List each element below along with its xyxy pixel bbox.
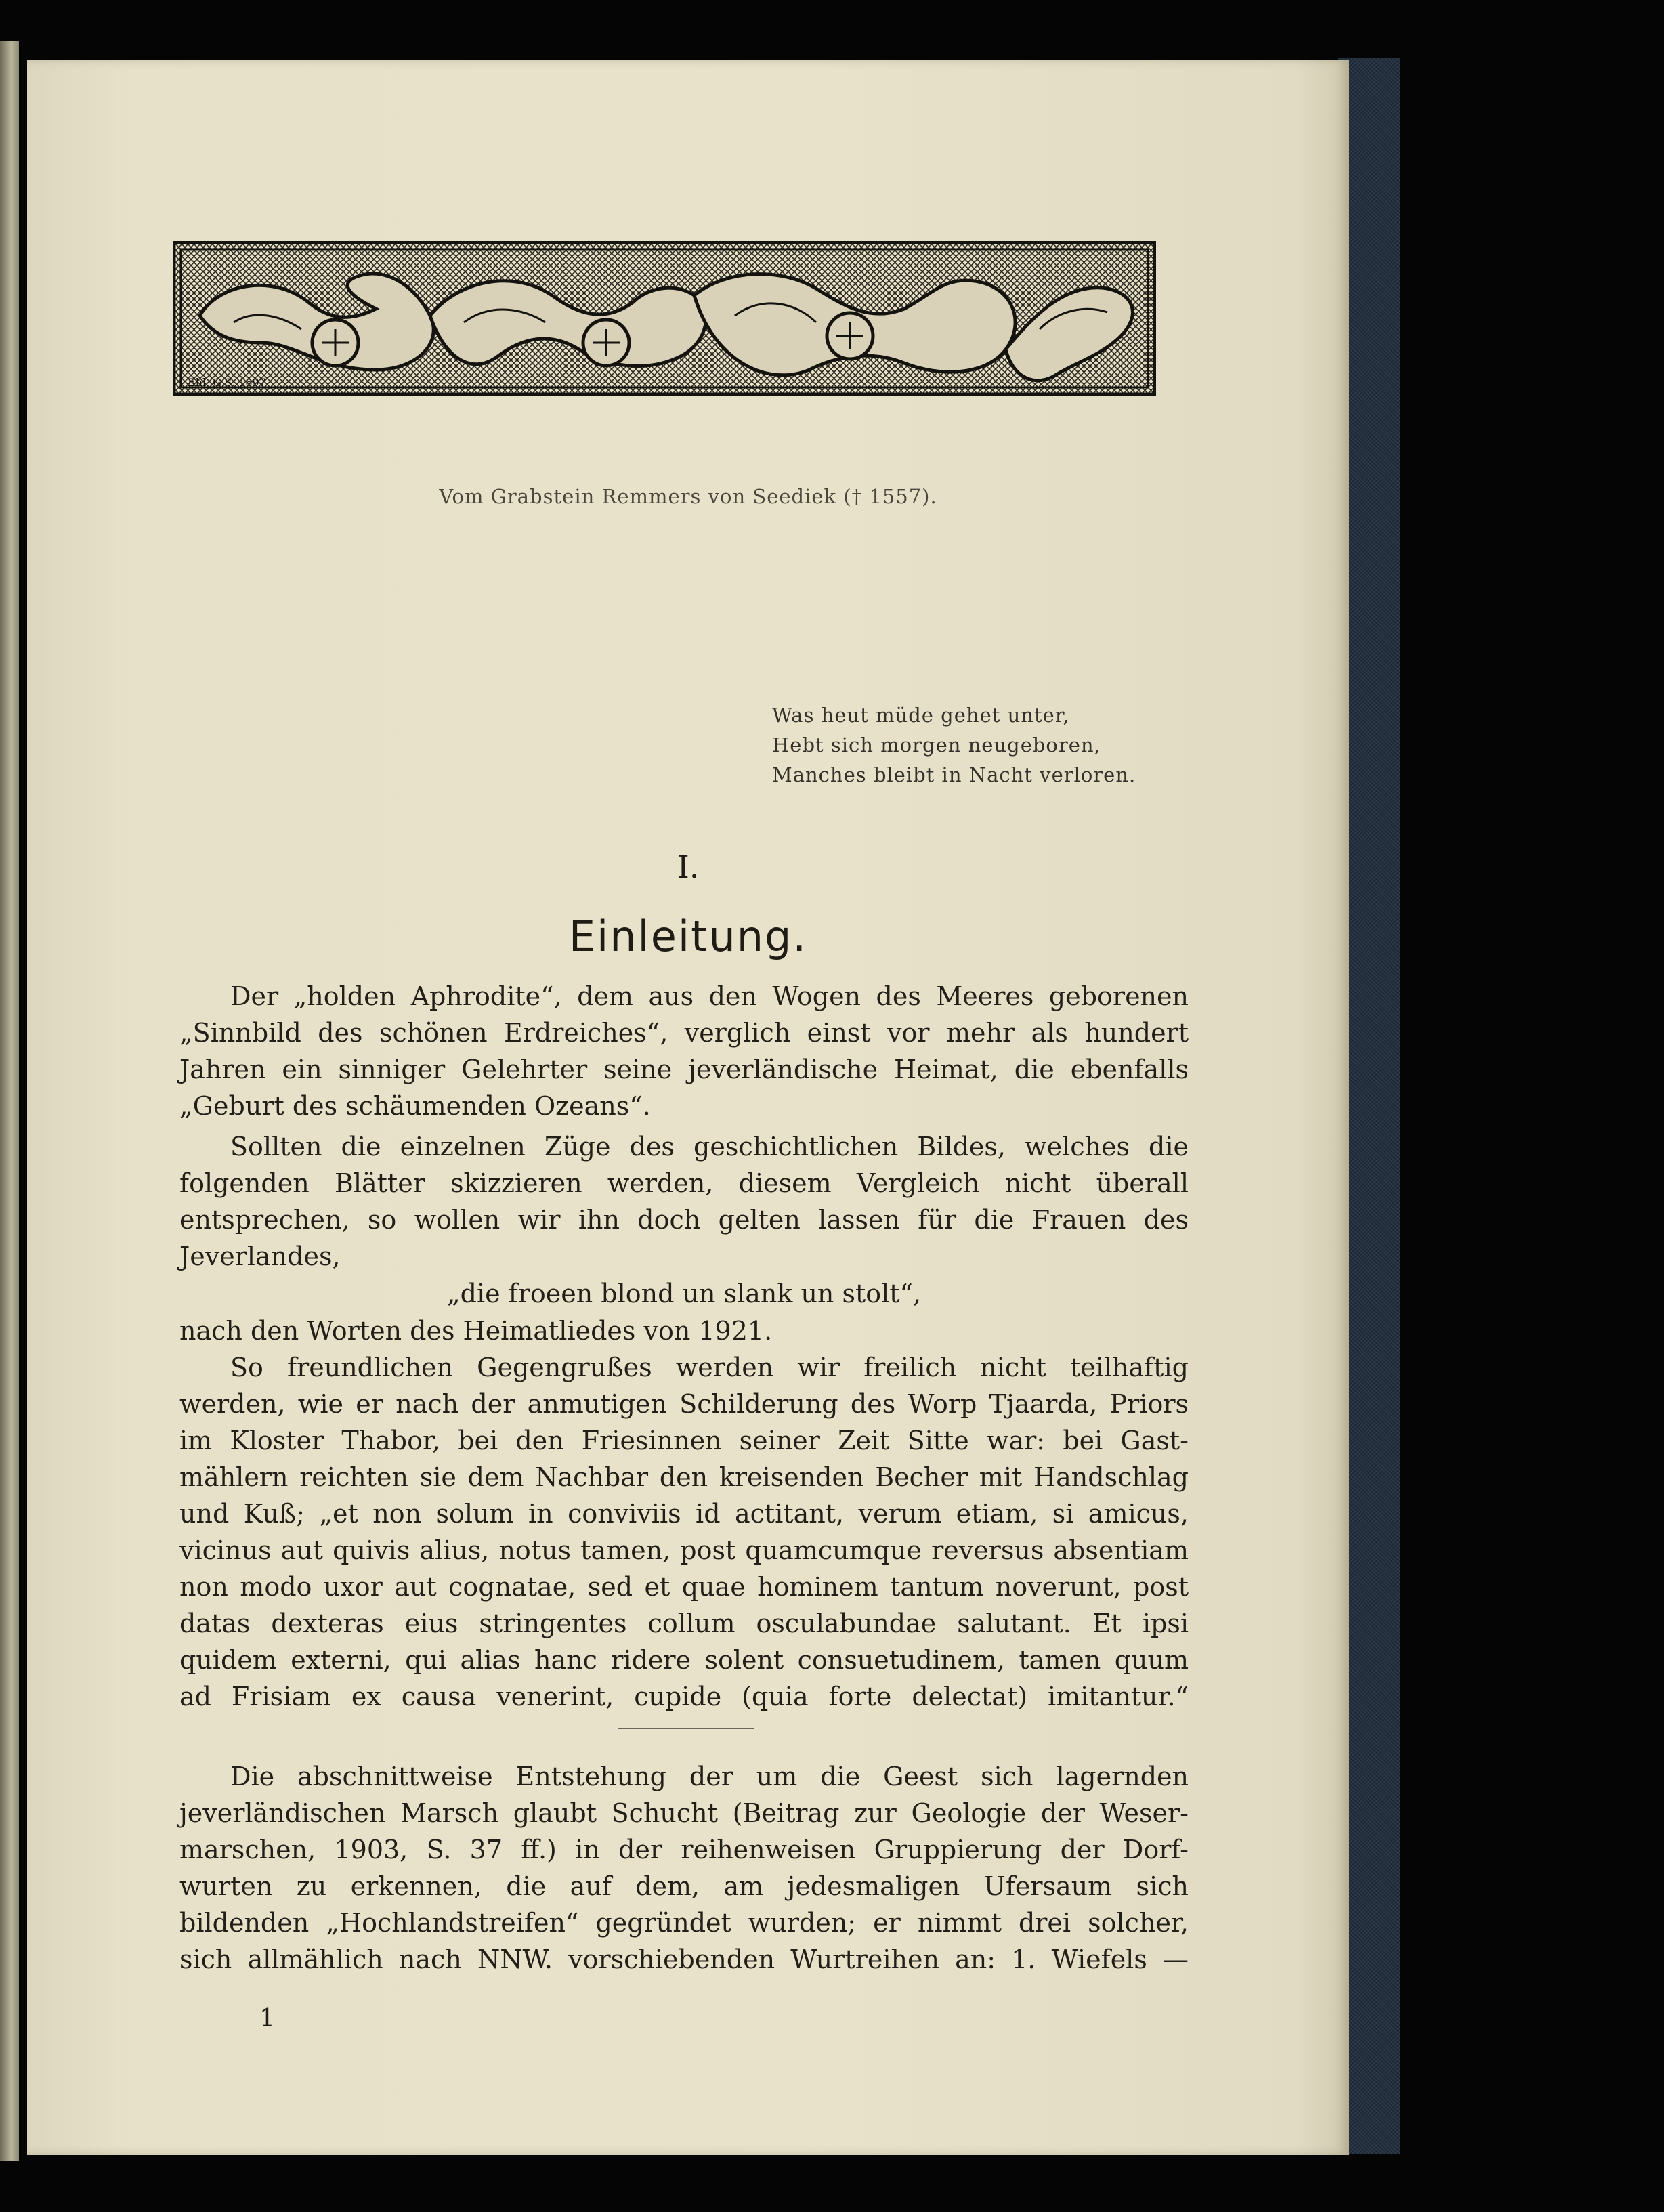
text-line: „die froeen blond un slank un stolt“, (446, 1279, 922, 1309)
text-line: mählern reichten sie dem Nachbar den kreisenden Becher mit Handschlag (179, 1462, 1189, 1492)
adjacent-page-edge (0, 41, 19, 2161)
text-line: Sollten die einzelnen Züge des geschichtlichen Bildes, welches die (230, 1132, 1189, 1162)
text-line: ad Frisiam ex causa venerint, cupide (quia forte delectat) imitantur.“ (179, 1682, 1189, 1711)
text-line: „Sinnbild des schönen Erdreiches“, verglich einst vor mehr als hundert (179, 1018, 1189, 1048)
text-line: wurten zu erkennen, die auf dem, am jedesmaligen Ufersaum sich (179, 1871, 1189, 1901)
chapter-title: Einleitung. (568, 912, 808, 961)
paragraph (179, 1313, 1189, 1349)
text-line: und Kuß; „et non solum in conviviis id actitant, verum etiam, si amicus, (179, 1499, 1189, 1529)
ornament-band (173, 241, 1156, 396)
chapter-number: I. (677, 849, 700, 885)
paragraph (179, 1349, 1189, 1715)
text-line: werden, wie er nach der anmutigen Schilderung des Worp Tjaarda, Priors (179, 1389, 1189, 1419)
ornament-caption: Vom Grabstein Remmers von Seediek († 1557). (439, 485, 937, 508)
text-line: nach den Worten des Heimatliedes von 1921. (179, 1316, 773, 1346)
text-line: sich allmählich nach NNW. vorschiebenden Wurtreihen an: 1. Wiefels — (179, 1944, 1189, 1974)
paragraph (179, 1128, 1189, 1275)
book-page (27, 60, 1349, 2155)
text-line: datas dexteras eius stringentes collum osculabundae salutant. Et ipsi (179, 1609, 1189, 1638)
epigraph (772, 700, 1206, 790)
paragraph (179, 1758, 1189, 1978)
text-line: Jeverlandes, (179, 1241, 341, 1271)
text-line: non modo uxor aut cognatae, sed et quae hominem tantum noverunt, post (179, 1572, 1189, 1602)
text-line: marschen, 1903, S. 37 ff.) in der reihenweisen Gruppierung der Dorf- (179, 1835, 1189, 1865)
text-line: Jahren ein sinniger Gelehrter seine jeverländische Heimat, die ebenfalls (179, 1055, 1189, 1084)
text-line: Die abschnittweise Entstehung der um die Geest sich lagernden (230, 1762, 1189, 1791)
quoted-verse (179, 1275, 1189, 1312)
epigraph-line: Was heut müde gehet unter, (772, 704, 1070, 727)
page-number: 1 (259, 2005, 275, 2033)
text-line: im Kloster Thabor, bei den Friesinnen seiner Zeit Sitte war: bei Gast- (179, 1426, 1189, 1455)
paragraph (179, 978, 1189, 1124)
epigraph-line: Manches bleibt in Nacht verloren. (772, 763, 1136, 786)
text-line: jeverländischen Marsch glaubt Schucht (Beitrag zur Geologie der Weser- (179, 1798, 1189, 1828)
text-line: quidem externi, qui alias hanc ridere solent consuetudinem, tamen quum (179, 1645, 1189, 1675)
text-line: Der „holden Aphrodite“, dem aus den Wogen des Meeres geborenen (230, 981, 1189, 1011)
text-line: „Geburt des schäumenden Ozeans“. (179, 1091, 651, 1121)
epigraph-line: Hebt sich morgen neugeboren, (772, 733, 1101, 757)
section-divider (618, 1728, 754, 1729)
text-line: folgenden Blätter skizzieren werden, diesem Vergleich nicht überall (179, 1168, 1189, 1198)
text-line: So freundlichen Gegengrußes werden wir freilich nicht teilhaftig (230, 1353, 1189, 1382)
text-line: bildenden „Hochlandstreifen“ gegründet wurden; er nimmt drei solcher, (179, 1908, 1189, 1938)
text-line: vicinus aut quivis alius, notus tamen, post quamcumque reversus absentiam (179, 1535, 1189, 1565)
text-line: entsprechen, so wollen wir ihn doch gelten lassen für die Frauen des (179, 1205, 1189, 1235)
ornament-signature: Ehl. G.S. 1897 (188, 376, 266, 389)
